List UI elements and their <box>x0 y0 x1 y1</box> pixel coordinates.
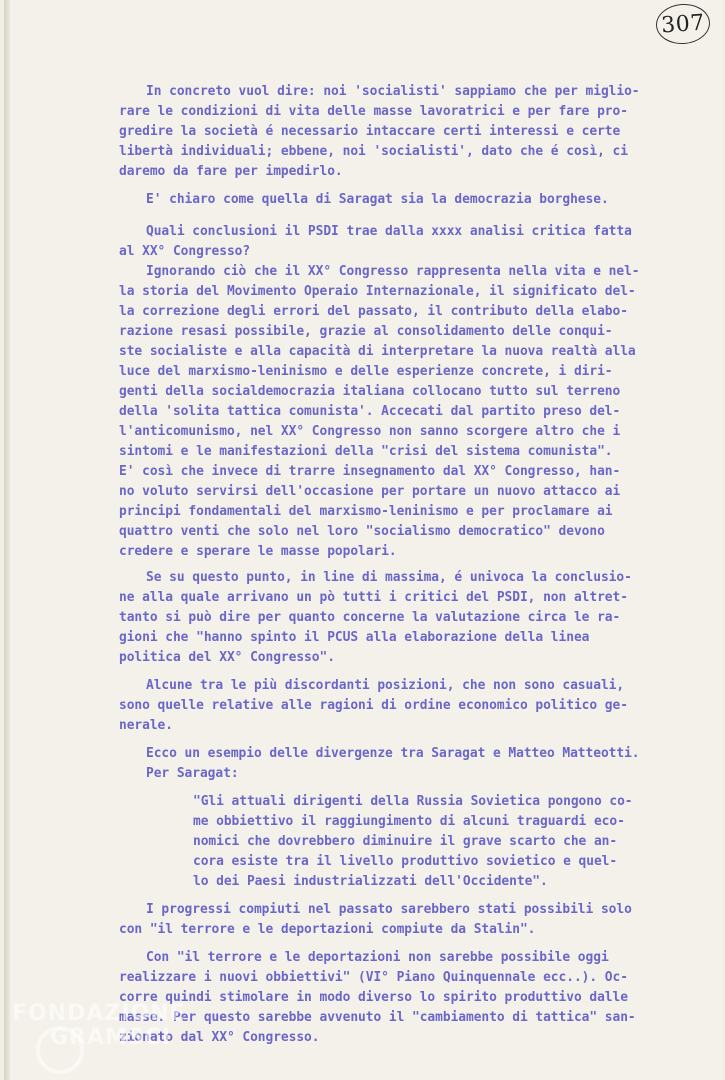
watermark <box>12 1002 186 1050</box>
watermark-line: FONDAZIONE <box>12 1001 186 1026</box>
text-line: Se su questo punto, in line di massima, é univoca la conclusio- <box>146 570 632 585</box>
page-number: 307 <box>655 2 712 46</box>
text-line: luce del marxismo-leninismo e delle esperienze concrete, i diri- <box>119 364 613 379</box>
text-line: Ecco un esempio delle divergenze tra Saragat e Matteo Matteotti. <box>146 746 640 761</box>
text-line: realizzare i nuovi obbiettivi" (VI° Piano Quinquennale ecc..). Oc- <box>119 970 628 985</box>
text-line: cora esiste tra il livello produttivo sovietico e quel- <box>193 854 618 869</box>
text-line: credere e sperare le masse popolari. <box>119 544 397 559</box>
text-line: no voluto servirsi dell'occasione per portare un nuovo attacco ai <box>119 484 621 499</box>
text-line: E' chiaro come quella di Saragat sia la democrazia borghese. <box>146 192 609 207</box>
text-line: nerale. <box>119 718 173 733</box>
text-line: tanto si può dire per quanto concerne la valutazione circa le ra- <box>119 610 621 625</box>
text-line: della 'solita tattica comunista'. Accecati dal partito preso del- <box>119 404 621 419</box>
text-line: sono quelle relative alle ragioni di ordine economico politico ge- <box>119 698 628 713</box>
text-line: "Gli attuali dirigenti della Russia Sovietica pongono co- <box>193 794 633 809</box>
text-line: ne alla quale arrivano un pò tutti i critici del PSDI, non altret- <box>119 590 628 605</box>
text-line: la correzione degli errori del passato, il contributo della elabo- <box>119 304 628 319</box>
text-line: In concreto vuol dire: noi 'socialisti' sappiamo che per miglio- <box>146 84 640 99</box>
text-line: Alcune tra le più discordanti posizioni, che non sono casuali, <box>146 678 625 693</box>
page-edge <box>4 0 10 1080</box>
text-line: principi fondamentali del marxismo-leninismo e per proclamare ai <box>119 504 613 519</box>
text-line: lo dei Paesi industrializzati dell'Occidente". <box>193 874 548 889</box>
text-line: al XX° Congresso? <box>119 244 251 259</box>
text-line: Con "il terrore e le deportazioni non sarebbe possibile oggi <box>146 950 609 965</box>
watermark-line: GRAMSCI <box>50 1025 172 1050</box>
text-line: libertà individuali; ebbene, noi 'socialisti', dato che é così, ci <box>119 144 628 159</box>
text-line: E' così che invece di trarre insegnamento dal XX° Congresso, han- <box>119 464 621 479</box>
text-line: corre quindi stimolare in modo diverso lo spirito produttivo dalle <box>119 990 628 1005</box>
text-line: rare le condizioni di vita delle masse lavoratrici e per fare pro- <box>119 104 628 119</box>
text-line: gredire la società é necessario intaccare certi interessi e certe <box>119 124 621 139</box>
text-line: ste socialiste e alla capacità di interpretare la nuova realtà alla <box>119 344 636 359</box>
text-line: la storia del Movimento Operaio Internazionale, il significato del- <box>119 284 636 299</box>
text-line: Quali conclusioni il PSDI trae dalla xxxx analisi critica fatta <box>146 224 632 239</box>
text-line: sintomi e le manifestazioni della "crisi del sistema comunista". <box>119 444 613 459</box>
text-line: l'anticomunismo, nel XX° Congresso non sanno scorgere altro che i <box>119 424 621 439</box>
text-line: I progressi compiuti nel passato sarebbero stati possibili solo <box>146 902 632 917</box>
text-line: me obbiettivo il raggiungimento di alcuni traguardi eco- <box>193 814 625 829</box>
text-line: genti della socialdemocrazia italiana collocano tutto sul terreno <box>119 384 621 399</box>
document-page <box>4 0 722 1080</box>
text-line: Per Saragat: <box>146 766 239 781</box>
text-line: nomici che dovrebbero diminuire il grave scarto che an- <box>193 834 618 849</box>
text-line: razione resasi possibile, grazie al consolidamento delle conqui- <box>119 324 613 339</box>
text-line: masse. Per questo sarebbe avvenuto il "cambiamento di tattica" san- <box>119 1010 636 1025</box>
text-line: quattro venti che solo nel loro "socialismo democratico" devono <box>119 524 605 539</box>
text-line: zionato dal XX° Congresso. <box>119 1030 320 1045</box>
text-line: con "il terrore e le deportazioni compiute da Stalin". <box>119 922 536 937</box>
text-line: gioni che "hanno spinto il PCUS alla elaborazione della linea <box>119 630 590 645</box>
text-line: daremo da fare per impedirlo. <box>119 164 343 179</box>
text-line: Ignorando ciò che il XX° Congresso rappresenta nella vita e nel- <box>146 264 640 279</box>
text-line: politica del XX° Congresso". <box>119 650 335 665</box>
